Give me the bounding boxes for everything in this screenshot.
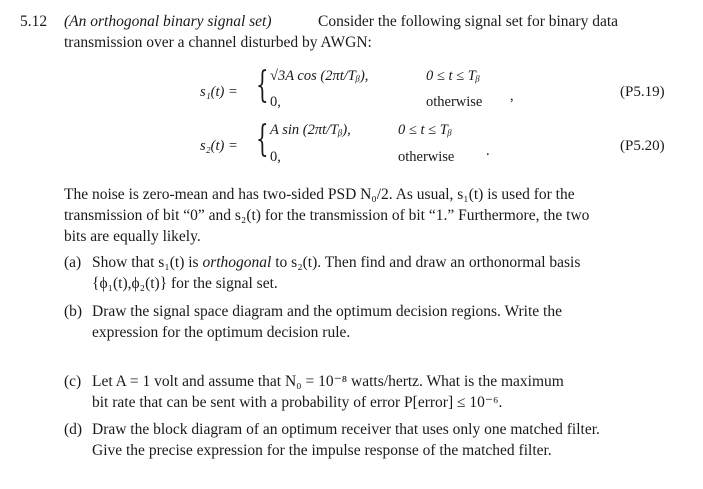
part-d-line1: Draw the block diagram of an optimum receiver that uses only one matched filter. — [92, 421, 600, 438]
part-b-label: (b) — [64, 303, 83, 320]
eq1-case2-cond: otherwise — [426, 94, 483, 110]
part-b-line2: expression for the optimum decision rule. — [92, 324, 351, 341]
eq2-case2-expr: 0, — [270, 149, 281, 165]
eq2-case1-cond: 0 ≤ t ≤ Tᵦ — [398, 122, 452, 138]
part-a-line1 — [92, 253, 580, 273]
eq2-lhs: s₂(t) = — [200, 138, 238, 154]
problem-intro-line1: Consider the following signal set for binary data — [318, 13, 619, 30]
part-a-line1-pre: Show that s₁(t) is — [92, 254, 203, 271]
problem-title: (An orthogonal binary signal set) — [64, 13, 272, 30]
eq1-case2-expr: 0, — [270, 94, 281, 110]
body-line-2: transmission of bit “0” and s₂(t) for the transmission of bit “1.” Furthermore, the two — [64, 207, 590, 224]
problem-intro-line2: transmission over a channel disturbed by AWGN: — [64, 34, 372, 51]
part-b-line1: Draw the signal space diagram and the optimum decision regions. Write the — [92, 303, 562, 320]
part-a-line1-emphasis: orthogonal — [202, 254, 272, 271]
eq2-case2-cond: otherwise — [398, 149, 455, 165]
eq2-case1-expr: A sin (2πt/Tᵦ), — [270, 122, 351, 138]
eq1-trail: , — [510, 88, 514, 104]
body-line-3: bits are equally likely. — [64, 228, 201, 245]
eq1-label: (P5.19) — [620, 84, 665, 100]
eq2-label: (P5.20) — [620, 138, 665, 154]
problem-number: 5.12 — [20, 13, 48, 30]
part-c-line2: bit rate that can be sent with a probability of error P[error] ≤ 10⁻⁶. — [92, 394, 503, 411]
eq2-brace: { — [256, 119, 269, 160]
part-a-line2: {ϕ₁(t),ϕ₂(t)} for the signal set. — [92, 275, 278, 292]
part-c-line1: Let A = 1 volt and assume that N₀ = 10⁻⁸ watts/hertz. What is the maximum — [92, 373, 564, 390]
eq1-case1-cond: 0 ≤ t ≤ Tᵦ — [426, 68, 480, 84]
part-a-label: (a) — [64, 254, 82, 271]
eq2-trail: . — [486, 143, 490, 159]
part-d-label: (d) — [64, 421, 83, 438]
eq1-brace: { — [256, 65, 269, 106]
part-d-line2: Give the precise expression for the impulse response of the matched filter. — [92, 442, 552, 459]
body-line-1: The noise is zero-mean and has two-sided PSD N₀/2. As usual, s₁(t) is used for the — [64, 186, 575, 203]
eq1-lhs: s₁(t) = — [200, 84, 238, 100]
part-a-line1-post: to s₂(t). Then find and draw an orthonormal basis — [271, 254, 581, 271]
part-c-label: (c) — [64, 373, 82, 390]
eq1-case1-expr: √3A cos (2πt/Tᵦ), — [270, 68, 369, 84]
